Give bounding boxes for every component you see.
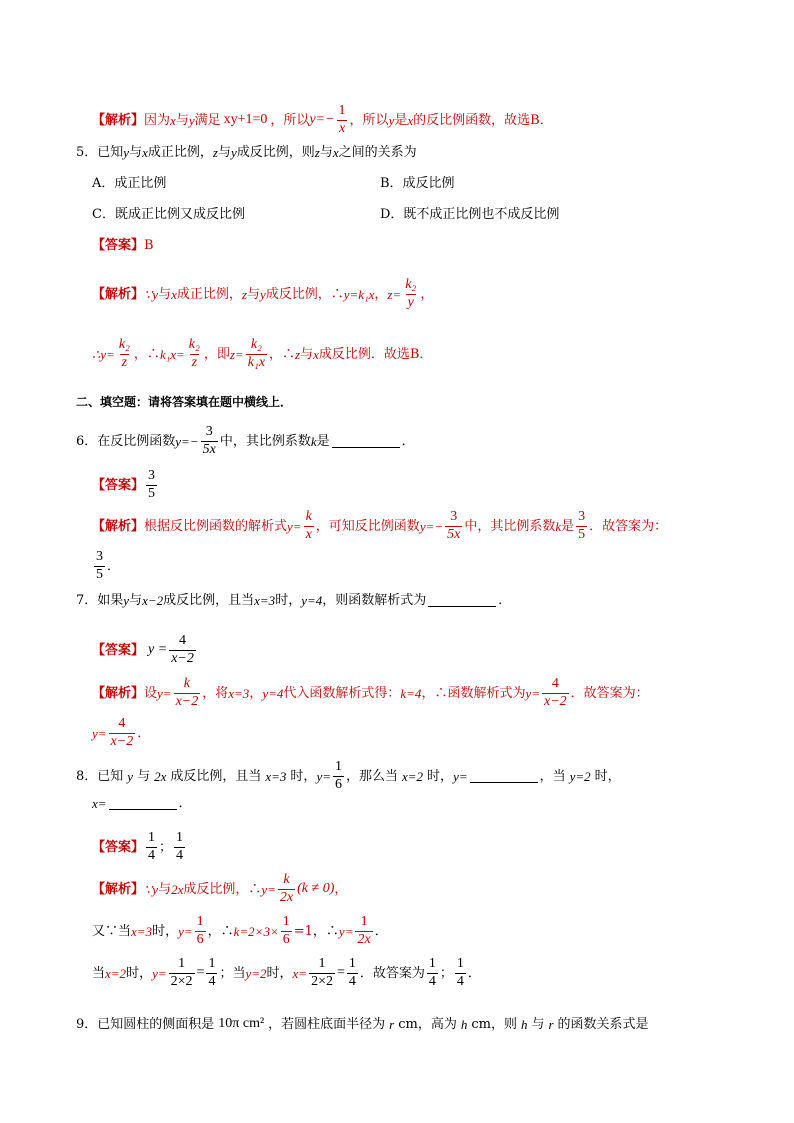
equation: y=	[287, 518, 302, 534]
denominator: 2×2	[311, 973, 333, 989]
answer-q6	[92, 469, 159, 501]
equation: y=	[261, 881, 276, 897]
condition: (k ≠ 0)	[297, 881, 335, 897]
option-label: B．成反比例	[380, 176, 455, 191]
text: 是	[561, 518, 575, 534]
text: 9．已知圆柱的侧面积是	[76, 1016, 215, 1032]
numerator: 3	[578, 509, 586, 524]
text: ；	[439, 965, 453, 981]
text: 与	[129, 145, 143, 160]
text: ．故答案为：	[589, 518, 668, 534]
equation: k=2×3×	[233, 923, 279, 939]
equation: y=2	[245, 965, 267, 981]
text: 时，	[290, 768, 317, 784]
denominator: 5x	[447, 526, 461, 542]
numerator: 1	[176, 830, 184, 845]
answer-value: B	[144, 238, 154, 253]
option-c	[92, 208, 245, 221]
fraction	[174, 831, 185, 863]
equation: k=4	[400, 685, 422, 701]
fraction	[576, 510, 587, 542]
equation: y=k₁x	[343, 286, 375, 302]
text: 与	[217, 145, 231, 160]
numerator: k	[183, 676, 191, 691]
analysis-q7-line1	[92, 677, 649, 709]
text: 成反比例，且当	[170, 768, 262, 784]
equation: y=	[92, 725, 107, 741]
analysis-q8-line1	[92, 873, 347, 905]
equation: x−2	[142, 593, 164, 608]
equation: x=	[292, 965, 308, 981]
fraction	[403, 278, 418, 310]
answer-tag: 【答案】	[92, 477, 145, 493]
option-label: C．既成正比例又成反比例	[92, 207, 245, 222]
fraction	[187, 338, 202, 370]
equation: ∴y=	[92, 346, 115, 362]
equation: y=−	[175, 433, 199, 449]
fraction	[347, 957, 358, 989]
var: y	[188, 112, 195, 128]
equals: =	[336, 965, 345, 981]
numerator: 3	[148, 468, 156, 483]
text: 的函数关系式是	[557, 1016, 649, 1032]
text: 代入函数解析式得：	[283, 685, 401, 701]
equation: x=3	[228, 685, 250, 701]
numerator: 1	[282, 914, 290, 929]
denominator: x−2	[110, 733, 134, 749]
text: ，	[420, 286, 434, 302]
analysis-q5-line2	[92, 338, 432, 370]
var: y	[388, 112, 395, 128]
var: x	[313, 346, 319, 362]
text: ．	[498, 593, 512, 608]
numerator: k₂	[188, 337, 200, 352]
text: 成反比例，则	[236, 145, 315, 160]
text: 根据反比例函数的解析式	[144, 518, 288, 534]
var: x	[332, 145, 339, 160]
equation: k₁x=	[159, 346, 185, 362]
text: 与	[531, 1016, 545, 1032]
var: y	[123, 593, 130, 608]
text: 满足	[194, 112, 221, 128]
numerator: 1	[196, 914, 204, 929]
equation: y=	[316, 768, 331, 784]
equation: x=3	[265, 768, 287, 784]
var: x	[170, 112, 176, 128]
question-8-line1	[76, 760, 621, 792]
equation: xy+1=0	[223, 112, 268, 128]
numerator: 1	[456, 956, 464, 971]
numerator: 1	[348, 956, 356, 971]
text: ，那么当	[345, 768, 398, 784]
var: y	[259, 286, 266, 302]
text: 与	[319, 145, 333, 160]
text: ，所以	[270, 112, 310, 128]
text: 设	[144, 685, 158, 701]
text: 与	[158, 881, 172, 897]
answer-blank[interactable]	[470, 770, 538, 783]
text: ，当	[539, 768, 566, 784]
analysis-tag: 【解析】	[92, 112, 145, 128]
equation: x=2	[402, 768, 424, 784]
text: 7．如果	[76, 593, 124, 608]
text: ，∴	[207, 923, 234, 939]
equation: x=	[92, 796, 107, 811]
var: y	[127, 768, 134, 784]
var: z	[295, 346, 301, 362]
text: 5．已知	[76, 145, 124, 160]
fraction	[169, 957, 195, 989]
text: ．	[374, 923, 388, 939]
var: y	[230, 145, 237, 160]
denominator: k₁x	[247, 354, 266, 370]
analysis-q4	[92, 104, 553, 136]
text: 时，	[275, 593, 302, 608]
fraction	[337, 104, 348, 136]
numerator: 1	[428, 956, 436, 971]
numerator: k₂	[118, 337, 130, 352]
text: 因为	[144, 112, 171, 128]
text: ．	[107, 558, 121, 574]
denominator: 4	[148, 847, 156, 863]
denominator: z	[121, 354, 128, 370]
equation: y=	[525, 685, 540, 701]
text: 成正比例，	[147, 145, 213, 160]
text: ．故答案为	[359, 965, 425, 981]
denominator: 4	[208, 973, 216, 989]
text: 与	[246, 286, 260, 302]
text: ，	[249, 685, 263, 701]
option-label: A．成正比例	[92, 176, 167, 191]
numerator: k₂	[250, 337, 262, 352]
question-8-line2	[92, 797, 192, 810]
fraction	[304, 510, 314, 542]
text: 8．已知	[76, 768, 124, 784]
denominator: 5	[96, 566, 103, 582]
text: ，则函数解析式为	[322, 593, 427, 608]
analysis-tag: 【解析】	[92, 685, 145, 701]
text: 当	[92, 965, 106, 981]
denominator: x−2	[544, 693, 567, 709]
answer-tag: 【答案】	[92, 839, 145, 855]
var: x	[142, 145, 148, 160]
text: ，∴	[133, 346, 160, 362]
var: h	[460, 1016, 468, 1032]
text: ．	[137, 725, 151, 741]
text: ．	[178, 796, 192, 811]
denominator: x	[305, 526, 312, 542]
analysis-q8-line3	[92, 957, 481, 989]
text: 中，其比例系数	[219, 433, 311, 449]
denominator: 2x	[279, 889, 294, 905]
equation: y=	[453, 768, 468, 784]
text: ，∴函数解析式为	[421, 685, 526, 701]
equation: y=	[157, 685, 172, 701]
var: z	[212, 145, 218, 160]
denominator: 2x	[357, 931, 371, 947]
denominator: 6	[282, 931, 290, 947]
denominator: y	[407, 294, 414, 310]
fraction	[146, 469, 157, 501]
text: ∵y	[144, 286, 159, 302]
numerator: 3	[450, 509, 458, 524]
equation: x=2	[105, 965, 127, 981]
text: 成反比例，∴	[183, 881, 262, 897]
analysis-q7-line2	[92, 717, 150, 749]
equals: =	[196, 965, 205, 981]
quantity: 10π cm²	[218, 1016, 265, 1031]
answer-q5	[92, 239, 154, 252]
fraction	[455, 957, 466, 989]
text: ．	[401, 433, 415, 449]
numerator: 1	[334, 759, 342, 774]
answer-q7	[92, 634, 198, 666]
var: z	[314, 145, 320, 160]
text: 中，其比例系数	[464, 518, 556, 534]
text: 又∵当	[92, 923, 132, 939]
fraction	[94, 550, 105, 582]
equation: y =	[148, 642, 168, 658]
text: 时，	[594, 768, 621, 784]
numerator: 1	[338, 103, 346, 118]
answer-blank[interactable]	[428, 594, 496, 607]
denominator: 4	[176, 847, 184, 863]
equation: z=	[229, 346, 244, 362]
fraction	[174, 677, 201, 709]
equation: z=	[387, 286, 402, 302]
var: h	[520, 1016, 528, 1032]
fraction	[146, 831, 157, 863]
text: ；当	[219, 965, 246, 981]
text: 6．在反比例函数	[76, 433, 176, 449]
denominator: 2×2	[170, 973, 193, 989]
text: 时，	[126, 965, 153, 981]
equation: 2x	[171, 881, 184, 897]
fraction	[445, 510, 462, 542]
equation: y=2	[569, 768, 591, 784]
denominator: 5x	[202, 441, 216, 457]
numerator: 4	[551, 676, 559, 691]
text: ，所以	[349, 112, 389, 128]
equation: x=3	[254, 593, 276, 608]
numerator: 3	[96, 549, 103, 564]
var: k	[310, 433, 317, 449]
answer-tag: 【答案】	[92, 238, 145, 253]
text: 成反比例，∴	[265, 286, 344, 302]
option-label: D．既不成正比例也不成反比例	[380, 207, 560, 222]
text: 成反比例，且当	[163, 593, 255, 608]
analysis-q6-line1	[92, 510, 667, 542]
analysis-tag: 【解析】	[92, 286, 145, 302]
denominator: 6	[334, 776, 342, 792]
numerator: 1	[178, 956, 186, 971]
var: k	[555, 518, 562, 534]
fraction	[542, 677, 569, 709]
var: y	[123, 145, 130, 160]
numerator: 3	[205, 424, 213, 439]
fraction	[117, 338, 132, 370]
text: 是	[394, 112, 408, 128]
var: x	[407, 112, 414, 128]
question-6	[76, 425, 415, 457]
analysis-q5-line1	[92, 278, 433, 310]
text: 时，	[152, 923, 179, 939]
option-b	[380, 177, 455, 190]
numerator: k	[283, 872, 290, 887]
numerator: 4	[118, 716, 126, 731]
fraction	[169, 634, 196, 666]
fraction	[195, 915, 206, 947]
var: y=−	[309, 112, 335, 128]
fraction	[355, 915, 372, 947]
text: ，即	[203, 346, 230, 362]
text: ，若圆柱底面半径为	[268, 1016, 386, 1032]
numerator: k	[305, 509, 312, 524]
denominator: x	[338, 120, 346, 136]
denominator: x−2	[171, 650, 194, 666]
text: ．故答案为：	[570, 685, 649, 701]
section-heading	[76, 396, 292, 408]
text: ∵y	[144, 881, 159, 897]
analysis-q6-line2	[92, 550, 120, 582]
denominator: 6	[196, 931, 204, 947]
denominator: 4	[348, 973, 356, 989]
text: 成反比例．故选B．	[318, 346, 433, 362]
denominator: z	[191, 354, 198, 370]
text: ，∴	[269, 346, 296, 362]
separator: ；	[159, 839, 173, 855]
text: ．	[467, 965, 481, 981]
option-a	[92, 177, 166, 190]
text: 时，	[266, 965, 293, 981]
text: 与	[137, 768, 151, 784]
question-7	[76, 594, 511, 607]
text: 与	[158, 286, 172, 302]
fraction	[109, 717, 136, 749]
fraction	[246, 338, 267, 370]
numerator: 1	[148, 830, 156, 845]
text: 是	[316, 433, 330, 449]
text: 与	[175, 112, 189, 128]
answer-blank[interactable]	[332, 435, 400, 448]
text: 成正比例，	[176, 286, 242, 302]
denominator: 5	[148, 485, 156, 501]
analysis-tag: 【解析】	[92, 881, 145, 897]
numerator: 4	[179, 633, 187, 648]
var: r	[389, 1016, 395, 1032]
equation: y=	[152, 965, 167, 981]
numerator: 1	[318, 956, 326, 971]
option-d	[380, 208, 559, 221]
var: r	[548, 1016, 554, 1032]
equation: 2x	[154, 768, 167, 784]
text: 与	[129, 593, 143, 608]
fraction	[427, 957, 438, 989]
equation: y=	[178, 923, 193, 939]
equation: x=3	[131, 923, 153, 939]
fraction	[309, 957, 335, 989]
answer-blank[interactable]	[109, 797, 177, 810]
numerator: 1	[360, 914, 368, 929]
text: ，	[374, 286, 388, 302]
text: 与	[300, 346, 314, 362]
text: cm，则	[471, 1016, 517, 1032]
text: ，∴	[312, 923, 339, 939]
fraction	[206, 957, 217, 989]
denominator: 4	[456, 973, 464, 989]
numerator: k₂	[405, 277, 417, 292]
fraction	[333, 760, 344, 792]
equation: y=	[338, 923, 354, 939]
section-title: 二、填空题：请将答案填在题中横线上．	[76, 395, 293, 409]
denominator: 5	[578, 526, 586, 542]
text: ，将	[202, 685, 229, 701]
text: ，可知反比例函数	[315, 518, 420, 534]
analysis-q8-line2	[92, 915, 388, 947]
text: ，	[334, 881, 348, 897]
equation: y=4	[301, 593, 323, 608]
denominator: x−2	[175, 693, 199, 709]
equation: =1	[293, 923, 313, 939]
fraction	[281, 915, 292, 947]
question-5	[76, 146, 417, 159]
var: z	[241, 286, 247, 302]
text: 时，	[427, 768, 454, 784]
analysis-tag: 【解析】	[92, 518, 145, 534]
answer-q8	[92, 831, 187, 863]
question-9	[76, 1017, 649, 1031]
text: cm，高为	[398, 1016, 457, 1032]
text: 的反比例函数，故选B．	[413, 112, 553, 128]
equation: y=4	[262, 685, 284, 701]
denominator: 4	[428, 973, 436, 989]
answer-tag: 【答案】	[92, 642, 145, 658]
equation: y=−	[419, 518, 444, 534]
text: 之间的关系为	[338, 145, 417, 160]
fraction	[201, 425, 218, 457]
fraction	[278, 873, 295, 905]
numerator: 1	[208, 956, 216, 971]
var: x	[171, 286, 177, 302]
